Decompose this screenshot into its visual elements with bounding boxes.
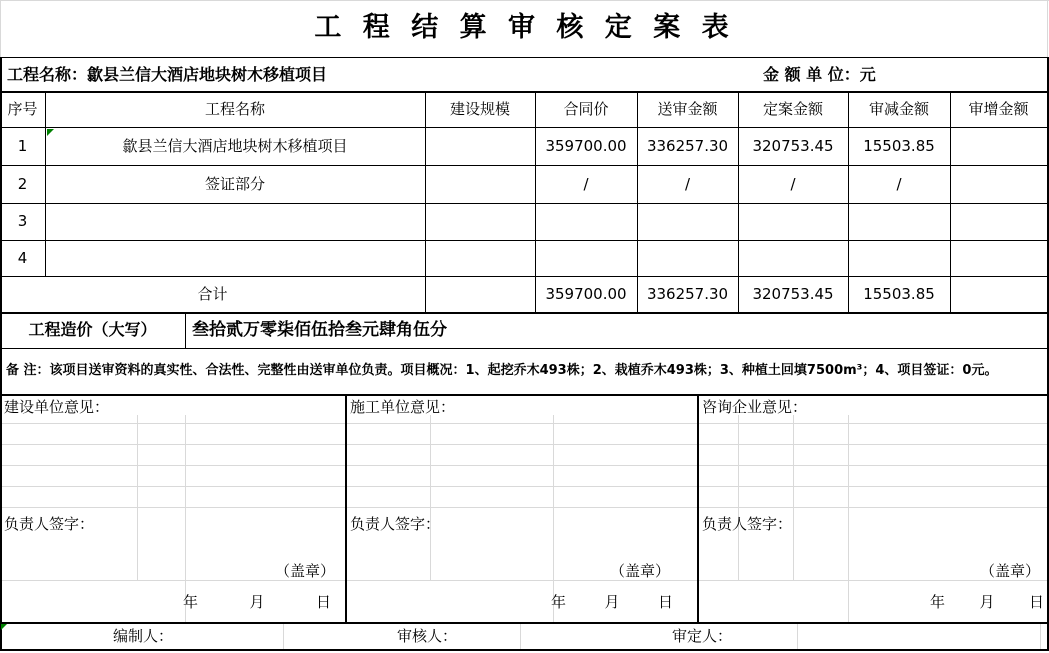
row-contract <box>535 240 637 276</box>
date-day: 日 <box>315 593 331 611</box>
row-contract: / <box>583 175 589 193</box>
cost-words-value: 叁拾贰万零柒佰伍拾叁元肆角伍分 <box>192 320 447 340</box>
reviewer-label: 审核人： <box>397 627 458 645</box>
gridline <box>848 415 849 622</box>
opinion-consultant-title: 咨询企业意见： <box>702 398 808 416</box>
page-title: 工 程 结 算 审 核 定 案 表 <box>314 12 735 43</box>
gridline <box>0 423 1049 424</box>
total-contract: 359700.00 <box>545 285 627 303</box>
row-reduced: / <box>896 175 902 193</box>
date-line <box>183 589 331 615</box>
border-line <box>0 649 1049 651</box>
col-header-increased: 审增金额 <box>968 100 1029 118</box>
row-scale <box>425 127 535 165</box>
col-header-final: 定案金额 <box>762 100 823 118</box>
row-no: 4 <box>17 249 28 267</box>
seal-label: （盖章） <box>979 562 1040 580</box>
date-month: 月 <box>249 593 265 611</box>
row-name <box>45 240 425 276</box>
col-header-contract: 合同价 <box>563 100 609 118</box>
seal-label: （盖章） <box>609 562 670 580</box>
date-year: 年 <box>183 593 199 611</box>
sign-label: 负责人签字： <box>350 515 441 533</box>
amount-unit-label: 金 额 单 位：元 <box>763 65 876 84</box>
row-scale <box>425 165 535 203</box>
gridline <box>137 415 138 580</box>
border-line <box>185 312 186 348</box>
date-month: 月 <box>979 593 995 611</box>
gridline <box>283 622 284 649</box>
sign-label: 负责人签字： <box>4 515 95 533</box>
approver-label: 审定人： <box>672 627 733 645</box>
date-line <box>930 589 1044 615</box>
sign-label: 负责人签字： <box>702 515 793 533</box>
cell-flag-icon <box>1 624 7 630</box>
preparer-label: 编制人： <box>113 627 174 645</box>
row-final: / <box>790 175 796 193</box>
border-line <box>697 394 699 624</box>
total-submitted: 336257.30 <box>646 285 729 303</box>
project-name-label: 工程名称：歙县兰信大酒店地块树木移植项目 <box>7 65 328 84</box>
date-month: 月 <box>604 593 620 611</box>
total-final: 320753.45 <box>752 285 834 303</box>
gridline <box>0 486 1049 487</box>
row-contract: 359700.00 <box>545 137 627 155</box>
gridline <box>0 0 1049 1</box>
gridline <box>1040 622 1041 649</box>
gridline <box>430 415 431 580</box>
border-line <box>345 394 347 624</box>
gridline <box>520 622 521 649</box>
row-submitted: 336257.30 <box>646 137 729 155</box>
gridline <box>793 415 794 580</box>
row-final: 320753.45 <box>752 137 834 155</box>
date-day: 日 <box>1028 593 1044 611</box>
row-increased <box>950 127 1047 165</box>
gridline <box>0 444 1049 445</box>
gridline <box>738 415 739 580</box>
row-no: 3 <box>17 212 28 230</box>
cost-words-label: 工程造价（大写） <box>28 320 157 339</box>
row-no: 1 <box>17 137 28 155</box>
col-header-name: 工程名称 <box>204 100 265 118</box>
row-name <box>45 203 425 240</box>
date-year: 年 <box>930 593 946 611</box>
row-no: 2 <box>17 175 28 193</box>
total-reduced: 15503.85 <box>863 285 935 303</box>
col-header-no: 序号 <box>7 100 38 118</box>
total-label: 合计 <box>197 285 228 303</box>
opinion-contractor-title: 施工单位意见： <box>350 398 456 416</box>
border-line <box>0 394 1049 396</box>
col-header-reduced: 审减金额 <box>868 100 929 118</box>
col-header-submitted: 送审金额 <box>657 100 718 118</box>
row-name: 歙县兰信大酒店地块树木移植项目 <box>122 137 348 155</box>
date-day: 日 <box>657 593 673 611</box>
seal-label: （盖章） <box>274 562 335 580</box>
gridline <box>0 507 1049 508</box>
col-header-scale: 建设规模 <box>449 100 510 118</box>
row-submitted: / <box>684 175 691 193</box>
row-name: 签证部分 <box>204 175 265 193</box>
opinion-construction-title: 建设单位意见： <box>4 398 110 416</box>
border-line <box>0 57 1049 58</box>
row-increased <box>950 165 1047 203</box>
note-text: 备 注：该项目送审资料的真实性、合法性、完整性由送审单位负责。项目概况：1、起挖乔木493株；2、栽植乔木493株；3、种植土回填7500m³；4、项目签证：0元。 <box>6 363 998 378</box>
gridline <box>0 465 1049 466</box>
date-year: 年 <box>551 593 567 611</box>
gridline <box>797 622 798 649</box>
row-contract <box>535 203 637 240</box>
row-reduced: 15503.85 <box>863 137 935 155</box>
date-line <box>551 589 673 615</box>
